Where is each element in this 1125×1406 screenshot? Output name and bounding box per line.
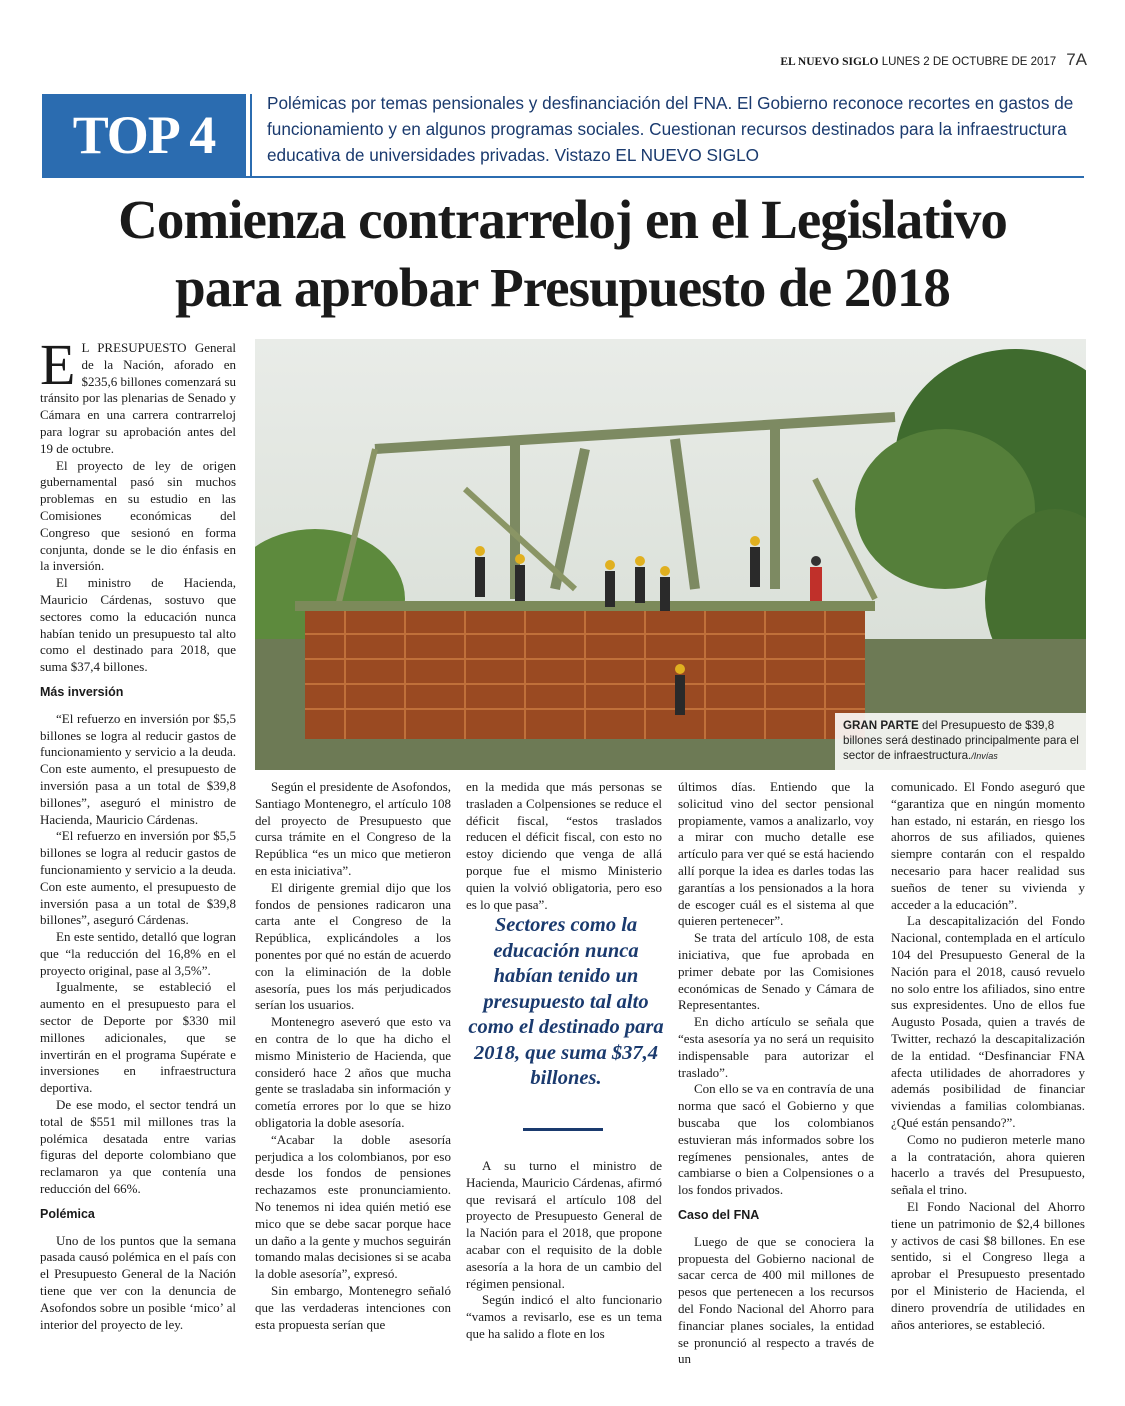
subhead-polemica: Polémica xyxy=(40,1206,95,1221)
paragraph: comunicado. El Fondo aseguró que “garantiza que en ningún momento han estado, ni estarán, en riesgo los ahorros de sus afiliados, quienes siempre contarán con el respaldo necesario para hacer realidad sus sueños de tener su vivienda y acceder a la educación”. xyxy=(891,779,1085,912)
column-4 xyxy=(678,779,874,1368)
paragraph: Sin embargo, Montenegro señaló que las verdaderas intenciones con esta propuesta serían que xyxy=(255,1282,451,1332)
lead-paragraph xyxy=(40,332,236,458)
banner-underline xyxy=(42,176,1084,178)
paragraph: El dirigente gremial dijo que los fondos de pensiones radicaron una carta ante el Congreso de la República, explicándoles a los ponentes por qué no están de acuerdo con la eliminación de la doble asesoría, pues los más perjudicados serían los usuarios. xyxy=(255,879,451,1013)
paragraph: De ese modo, el sector tendrá un total de $551 mil millones tras la polémica desatada entre varias figuras del deporte colombiano que reclamaron ya que contenía una reducción del 66%. xyxy=(40,1097,236,1197)
paragraph: Según el presidente de Asofondos, Santiago Montenegro, el artículo 108 del proyecto de Presupuesto que cursa trámite en el Congreso de la República “es un mico que metieron en esta iniciativa”. xyxy=(255,779,451,878)
paragraph: El proyecto de ley de origen gubernamental pasó sin muchos problemas en su estudio en las Comisiones económicas del Congreso que sesionó en forma conjunta, donde se le dio énfasis en la inversión. xyxy=(40,457,236,574)
paragraph: en la medida que más personas se trasladen a Colpensiones se reduce el déficit fiscal, “estos traslados reducen el déficit fiscal, con esto no estoy diciendo que venga de allá porque fue el mismo Ministerio quien la volvió obligatoria, pero eso es lo que pasa”. xyxy=(466,779,662,912)
banner-separator xyxy=(250,94,252,176)
subhead-mas-inversion: Más inversión xyxy=(40,684,124,699)
column-3-bottom xyxy=(466,1158,662,1343)
column-1 xyxy=(40,332,236,1333)
paragraph: A su turno el ministro de Hacienda, Mauricio Cárdenas, afirmó que revisará el artículo 108 del proyecto de Presupuesto General de la Nación para el 2018, que propone acabar con el requisito de la doble asesoría a la hora de un cambio del régimen pensional. xyxy=(466,1158,663,1291)
paragraph: Luego de que se conociera la propuesta del Gobierno nacional de sacar cerca de 400 mil millones de pesos que pertenecen a los recursos del Fondo Nacional del Ahorro para financiar planes sociales, la entidad se pronunció al respecto a través de un xyxy=(678,1233,874,1367)
headline-line-1: Comienza contrarreloj en el Legislativo xyxy=(118,189,1007,250)
column-2 xyxy=(255,779,451,1333)
paragraph: El Fondo Nacional del Ahorro tiene un patrimonio de $2,4 billones y activos de casi $8 billones. En ese sentido, si el Congreso llega a aprobar el Presupuesto presentado por el Ministerio de Hacienda, el dinero provendría de utilidades en años anteriores, se estableció. xyxy=(891,1198,1085,1332)
masthead-date: LUNES 2 DE OCTUBRE DE 2017 xyxy=(881,56,1057,68)
paragraph: “Acabar la doble asesoría perjudica a los colombianos, por eso desde los fondos de pensiones rechazamos este pronunciamiento. No tenemos ni idea quién metió ese mico que se debe sacar porque hace un daño a la gente y muchos seguirán tomando malas decisiones si se acaba la doble asesoría”, expresó. xyxy=(255,1131,451,1282)
paragraph: La descapitalización del Fondo Nacional, contemplada en el artículo 104 del Presupuesto General de la Nación para el 2018, causó revuelo no solo entre los afiliados, sino entre sus expresidentes. Uno de ellos fue Augusto Posada, quien a través de Twitter, rechazó la descapitalización de la entidad. “Desfinanciar FNA afecta utilidades de ahorradores y además posibilidad de financiar viviendas a familias colombianas. ¿Qué están pensando?”. xyxy=(891,913,1085,1130)
headline-line-2: para aprobar Presupuesto de 2018 xyxy=(175,257,950,318)
paragraph: últimos días. Entiendo que la solicitud vino del sector pensional propiamente, vamos a analizarlo, voy a mirar con mucho detalle ese artículo para ver qué se está haciendo allí porque la idea es darles todas las garantías a los pensionados a la hora de escoger cuál es el sistema al que quieren pertenecer”. xyxy=(678,779,874,929)
paragraph: El ministro de Hacienda, Mauricio Cárdenas, sostuvo que sectores como la educación nunca habían tenido un presupuesto tal alto como el destinado para 2018, que suma $37,4 billones. xyxy=(40,575,236,675)
column-3-top xyxy=(466,779,662,913)
subhead-caso-fna: Caso del FNA xyxy=(678,1207,760,1222)
construction-photo xyxy=(255,339,1086,770)
masthead xyxy=(780,50,1087,70)
paragraph: Según indicó el alto funcionario “vamos a revisarlo, ese es un tema que ha salido a flote en los xyxy=(466,1292,662,1341)
construction-illustration xyxy=(255,339,1086,770)
paragraph: Igualmente, se estableció el aumento en el presupuesto para el sector de Deporte por $330 mil millones adicionales, que se invertirán en el programa Supérate e inversiones en infraestructura deportiva. xyxy=(40,979,236,1096)
paragraph: Con ello se va en contravía de una norma que sacó el Gobierno y que buscaba que los colombianos estuvieran más informados sobre los regímenes pensionales, antes de cambiarse o bien a Colpensiones o a los fondos privados. xyxy=(678,1081,874,1198)
caption-lead: GRAN PARTE xyxy=(843,719,919,732)
page-number: 7A xyxy=(1066,50,1087,69)
top4-badge: TOP 4 xyxy=(42,94,246,176)
paragraph: Montenegro aseveró que esto va en contra de lo que ha dicho el mismo Ministerio de Hacienda, que consideró hace 2 años que mucha gente se trasladaba sin información y cometía errores por lo que se hizo obligatoria la doble asesoría. xyxy=(255,1014,451,1130)
paragraph: “El refuerzo en inversión por $5,5 billones se logra al reducir gastos de funcionamiento y servicio a la deuda. Con este aumento, el presupuesto de inversión pasa a un total de $39,8 billones”, aseguró el ministro de Hacienda, Mauricio Cárdenas. xyxy=(40,710,236,827)
paragraph: Se trata del artículo 108, de esta iniciativa, que fue aprobada en primer debate por las Comisiones económicas de Senado y Cámara de Representantes. xyxy=(678,930,874,1013)
pull-quote: Sectores como la educación nunca habían tenido un presupuesto tal alto como el destinado para 2018, que suma $37,4 billones. xyxy=(468,914,664,1089)
drop-cap: E xyxy=(40,332,76,397)
paragraph: En este sentido, detalló que logran que “la reducción del 16,8% en el proyecto original, pase al 3,5%”. xyxy=(40,929,236,978)
masthead-paper: EL NUEVO SIGLO xyxy=(780,56,879,68)
paragraph: Como no pudieron meterle mano a la contratación, ahora quieren hacerlo a través del Presupuesto, señala el trino. xyxy=(891,1131,1085,1198)
column-5 xyxy=(891,779,1085,1333)
paragraph: En dicho artículo se señala que “esta asesoría ya no será un requisito indispensable para autorizar el traslado”. xyxy=(678,1014,874,1080)
paragraph: L PRESUPUESTO General de la Nación, aforado en $235,6 billones comenzará su tránsito por las plenarias de Senado y Cámara en una carrera contrarreloj para lograr su aprobación antes del 19 de octubre. xyxy=(40,340,236,456)
photo-caption xyxy=(835,713,1086,770)
photo-credit: /Invías xyxy=(971,751,998,761)
caption-text: del Presupuesto de $39,8 billones será destinado principalmente para el sector de infraestructura. xyxy=(843,719,1079,762)
banner-intro: Polémicas por temas pensionales y desfinanciación del FNA. El Gobierno reconoce recortes en gastos de funcionamiento y en algunos programas sociales. Cuestionan recursos destinados para la infraestructura educativa de universidades privadas. Vistazo EL NUEVO SIGLO xyxy=(267,93,1074,165)
pull-quote-rule xyxy=(523,1128,603,1131)
headline xyxy=(40,186,1085,322)
paragraph: Uno de los puntos que la semana pasada causó polémica en el país con el Presupuesto General de la Nación tiene que ver con la denuncia de Asofondos sobre un posible ‘mico’ al interior del proyecto de ley. xyxy=(40,1232,236,1332)
paragraph: “El refuerzo en inversión por $5,5 billones se logra al reducir gastos de funcionamiento y servicio a la deuda. Con este aumento, el presupuesto de inversión pasa a un total de $39,8 billones”, aseguró Cárdenas. xyxy=(40,828,236,928)
